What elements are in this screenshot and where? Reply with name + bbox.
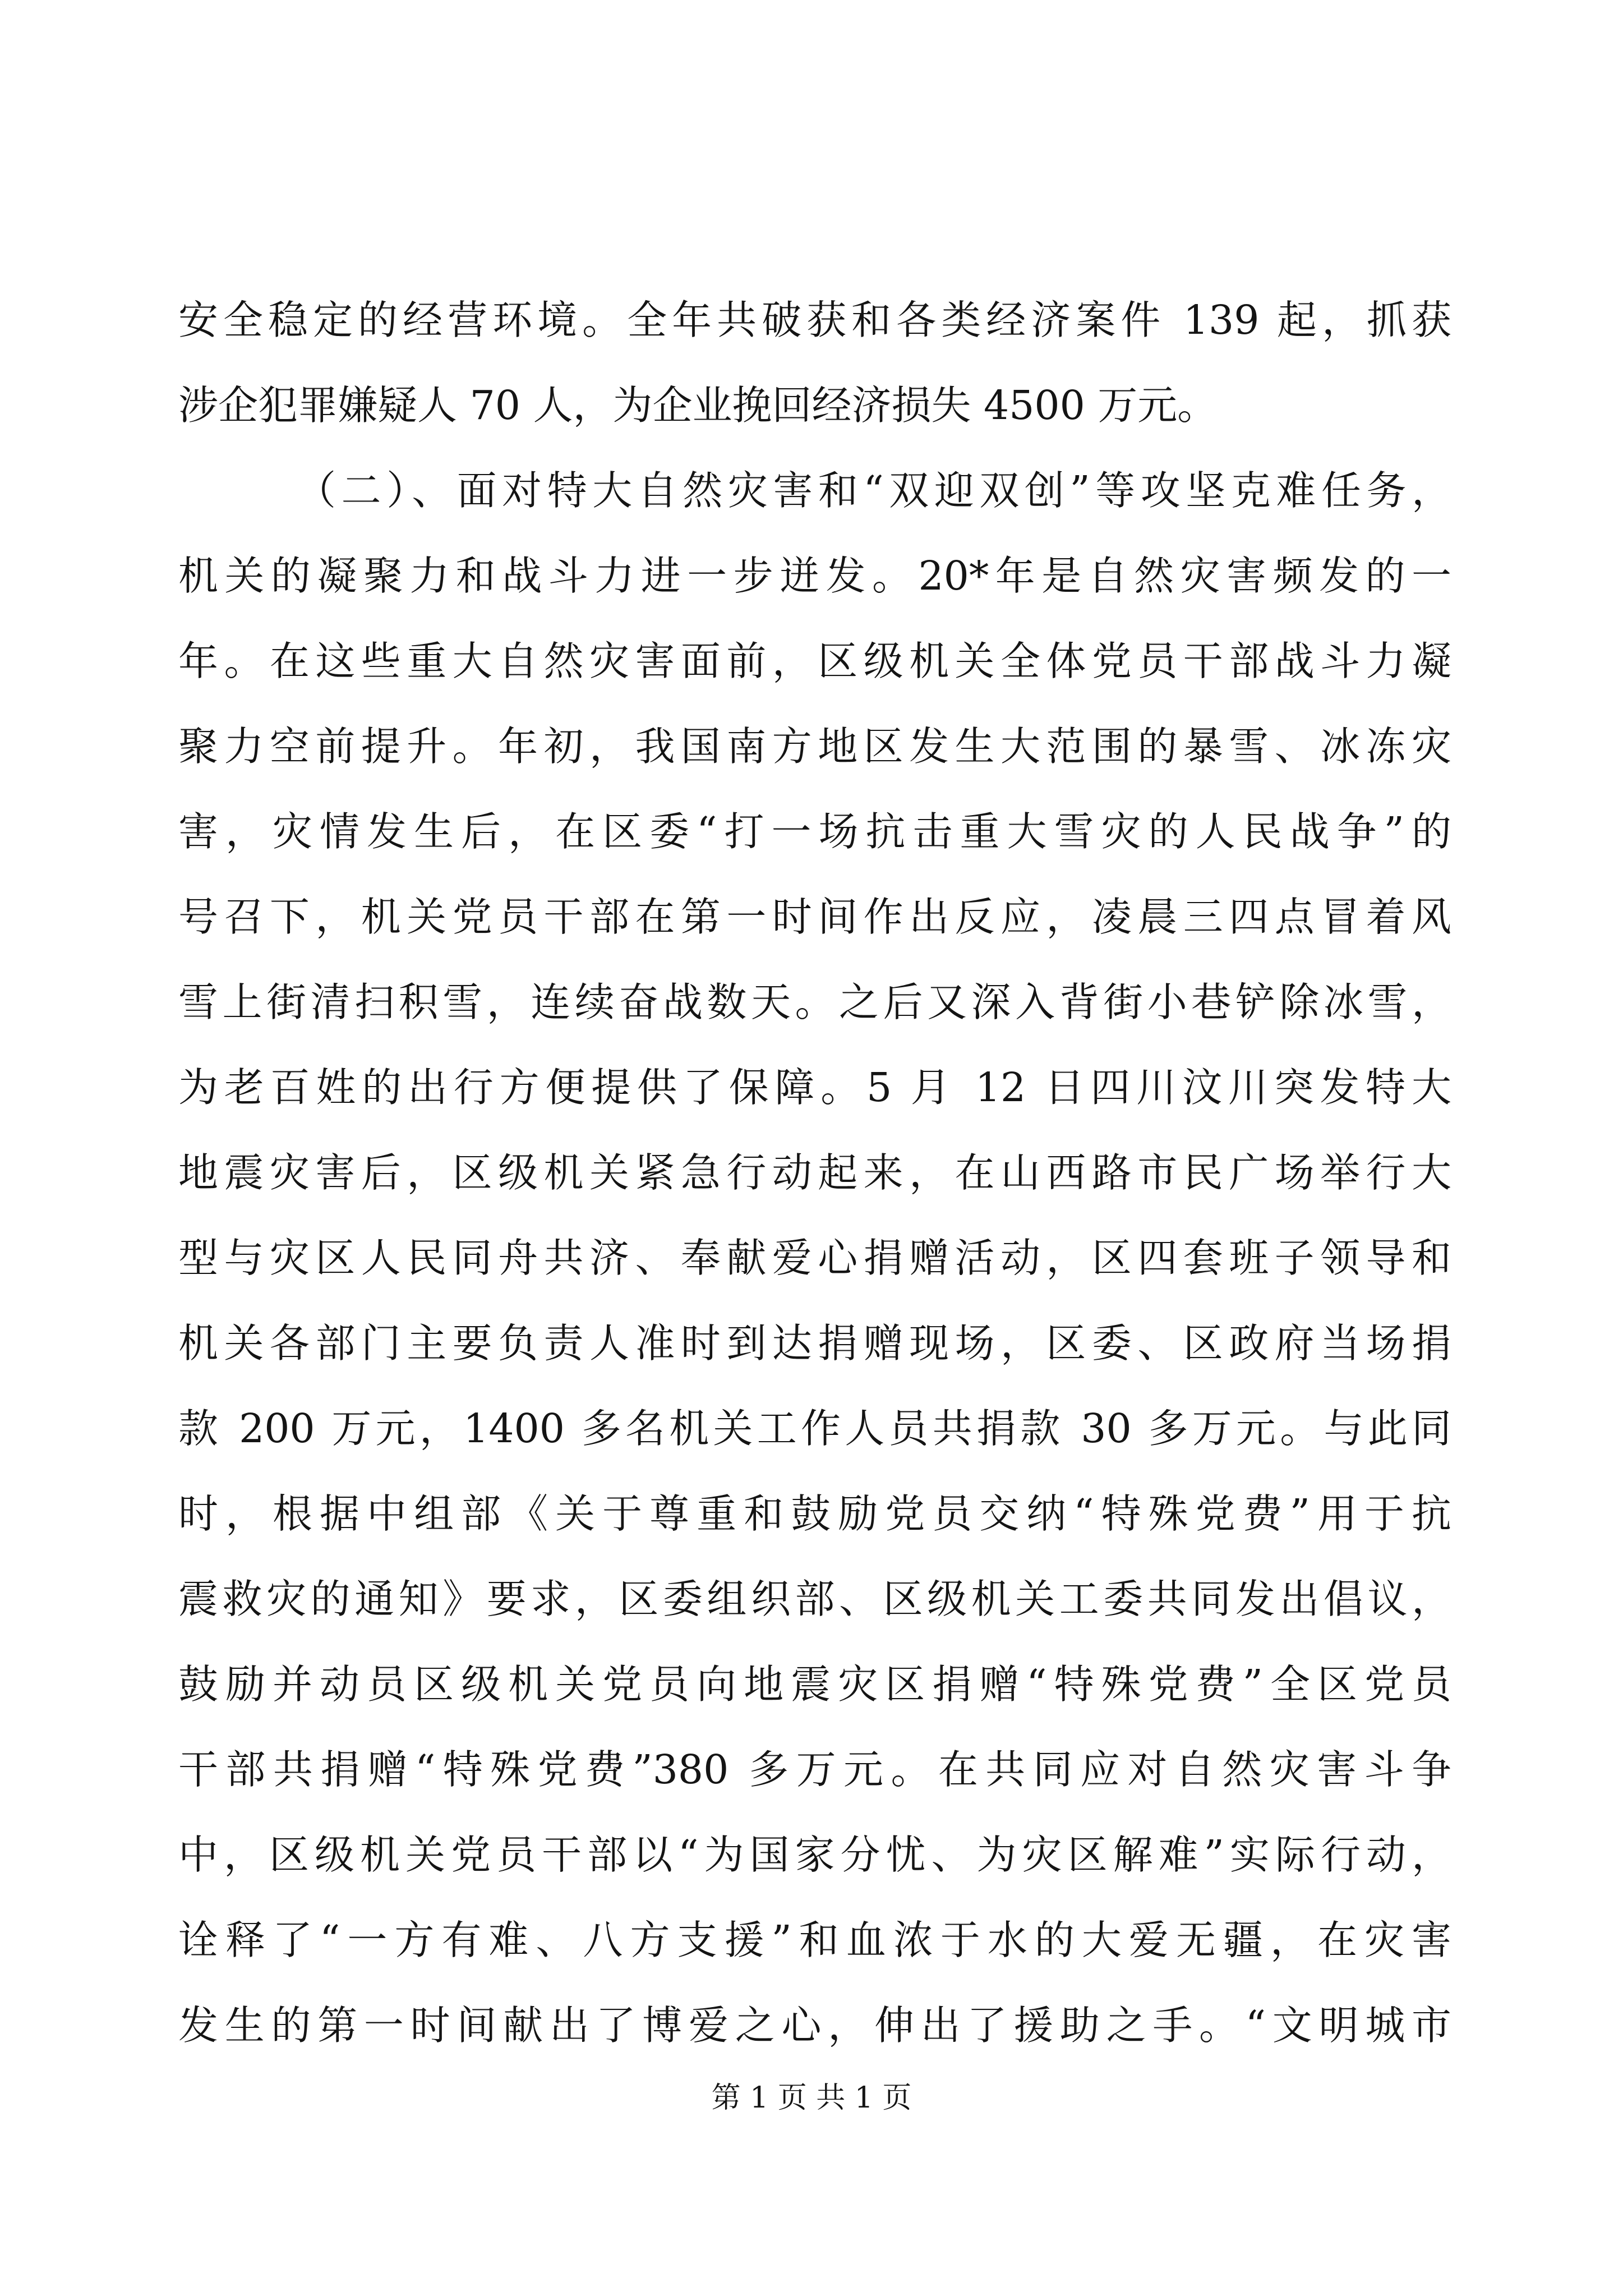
- text-line-13: 机关各部门主要负责人准时到达捐赠现场，区委、区政府当场捐: [178, 1320, 1451, 1366]
- text-line-12: 型与灾区人民同舟共济、奉献爱心捐赠活动，区四套班子领导和: [178, 1235, 1451, 1281]
- text-line-2: 涉企犯罪嫌疑人 70 人，为企业挽回经济损失 4500 万元。: [178, 382, 1218, 429]
- text-line-18: 干部共捐赠“特殊党费”380 多万元。在共同应对自然灾害斗争: [178, 1746, 1451, 1793]
- text-line-16: 震救灾的通知》要求，区委组织部、区级机关工委共同发出倡议，: [178, 1576, 1451, 1622]
- text-line-21: 发生的第一时间献出了博爱之心，伸出了援助之手。“文明城市: [178, 2002, 1451, 2049]
- text-line-9: 雪上街清扫积雪，连续奋战数天。之后又深入背街小巷铲除冰雪，: [178, 979, 1451, 1025]
- text-line-8: 号召下，机关党员干部在第一时间作出反应，凌晨三四点冒着风: [178, 894, 1451, 940]
- text-line-10: 为老百姓的出行方便提供了保障。5 月 12 日四川汶川突发特大: [178, 1064, 1451, 1111]
- text-line-20: 诠释了“一方有难、八方支援”和血浓于水的大爱无疆，在灾害: [178, 1917, 1451, 1963]
- body-text: [178, 278, 1451, 2068]
- text-line-19: 中，区级机关党员干部以“为国家分忧、为灾区解难”实际行动，: [178, 1832, 1451, 1878]
- text-line-1: 安全稳定的经营环境。全年共破获和各类经济案件 139 起，抓获: [178, 297, 1451, 343]
- text-line-3: （二）、面对特大自然灾害和“双迎双创”等攻坚克难任务，: [296, 467, 1451, 514]
- text-line-14: 款 200 万元，1400 多名机关工作人员共捐款 30 多万元。与此同: [178, 1405, 1451, 1452]
- text-line-15: 时，根据中组部《关于尊重和鼓励党员交纳“特殊党费”用于抗: [178, 1490, 1451, 1537]
- text-line-17: 鼓励并动员区级机关党员向地震灾区捐赠“特殊党费”全区党员: [178, 1661, 1451, 1708]
- text-line-5: 年。在这些重大自然灾害面前，区级机关全体党员干部战斗力凝: [178, 638, 1451, 684]
- page-footer: 第 1 页 共 1 页: [711, 2081, 912, 2115]
- text-line-11: 地震灾害后，区级机关紧急行动起来，在山西路市民广场举行大: [178, 1149, 1451, 1196]
- text-line-4: 机关的凝聚力和战斗力进一步迸发。20*年是自然灾害频发的一: [178, 553, 1451, 599]
- text-line-7: 害，灾情发生后，在区委“打一场抗击重大雪灾的人民战争”的: [178, 808, 1451, 855]
- text-line-6: 聚力空前提升。年初，我国南方地区发生大范围的暴雪、冰冻灾: [178, 723, 1451, 770]
